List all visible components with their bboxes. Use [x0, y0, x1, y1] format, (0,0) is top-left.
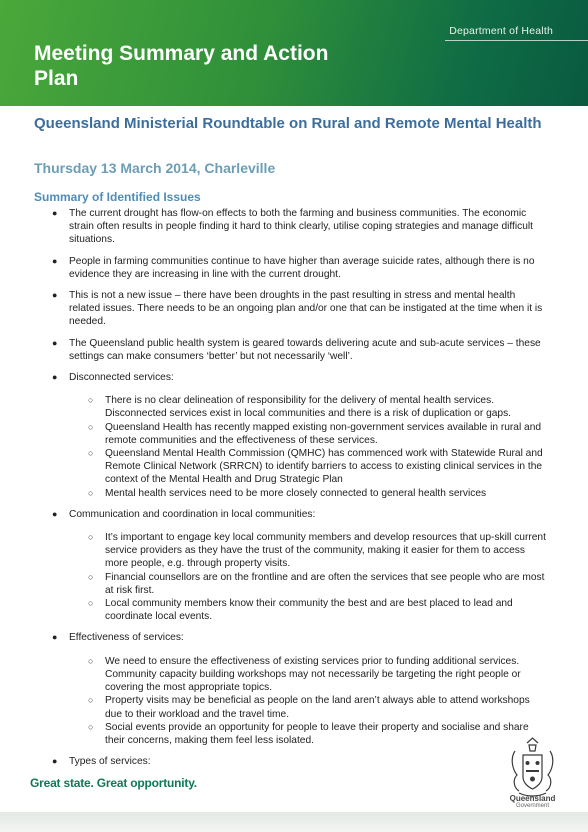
sub-item-text: Property visits may be beneficial as people on the land aren’t always able to attend workshops due to their workload and the travel time. — [105, 695, 530, 720]
list-item-group — [0, 371, 588, 500]
list-item-text: The current drought has flow-on effects to both the farming and business communities. The economic strain often results in people finding it hard to think clearly, utilise coping strategies and manage difficult situations. — [69, 208, 533, 246]
list-item — [0, 255, 588, 281]
circle-bullet-icon: ○ — [88, 487, 94, 498]
sub-list-item — [0, 694, 588, 720]
sub-item-text: Social events provide an opportunity for people to leave their property and socialise and share their concerns, making them feel less isolated. — [105, 721, 529, 746]
circle-bullet-icon: ○ — [88, 395, 94, 406]
sub-list-item — [0, 597, 588, 623]
sub-list-item — [0, 571, 588, 597]
meeting-date: Thursday 13 March 2014, Charleville — [34, 160, 276, 176]
list-item-text: This is not a new issue – there have been droughts in the past resulting in stress and mental health related issues. There needs to be an ongoing plan and/or one that can be instigated at the time when it is needed. — [69, 290, 543, 328]
list-item — [0, 337, 588, 363]
sub-list-item — [0, 721, 588, 747]
footer-tagline: Great state. Great opportunity. — [30, 776, 197, 790]
group-label: Types of services: — [69, 756, 151, 768]
list-item-group — [0, 508, 588, 624]
group-label: Communication and coordination in local communities: — [69, 508, 316, 520]
circle-bullet-icon: ○ — [88, 655, 94, 666]
sub-list-item — [0, 655, 588, 695]
list-item — [0, 289, 588, 329]
sub-list — [0, 655, 588, 747]
bullet-icon: ● — [52, 208, 58, 218]
logo-wordmark: Queensland — [509, 794, 556, 803]
circle-bullet-icon: ○ — [88, 532, 94, 543]
document-subtitle: Queensland Ministerial Roundtable on Rural and Remote Mental Health — [34, 115, 542, 132]
bullet-icon: ● — [52, 290, 58, 301]
bullet-icon: ● — [52, 255, 58, 266]
sub-list-item — [0, 487, 588, 500]
sub-list — [0, 531, 588, 623]
bullet-icon: ● — [52, 632, 58, 643]
bullet-icon: ● — [52, 508, 58, 519]
sub-item-text: Queensland Health has recently mapped existing non-government services available in rural and remote communities and the effectiveness of these services. — [105, 421, 542, 446]
list-item-group — [0, 631, 588, 747]
sub-list-item — [0, 531, 588, 571]
circle-bullet-icon: ○ — [88, 421, 94, 432]
list-item-text: The Queensland public health system is geared towards delivering acute and sub-acute services – these settings can make consumers ‘better’ but not necessarily ‘well’. — [69, 337, 541, 362]
circle-bullet-icon: ○ — [88, 571, 94, 582]
sub-item-text: We need to ensure the effectiveness of existing services prior to funding additional services. Community capacity building workshops may not necessarily be targeting the right people or covering the most appropriate topics. — [105, 655, 521, 694]
banner-divider — [445, 40, 588, 41]
circle-bullet-icon: ○ — [88, 721, 94, 732]
issues-list — [0, 207, 588, 776]
group-label: Effectiveness of services: — [69, 632, 184, 644]
circle-bullet-icon: ○ — [88, 695, 94, 706]
sub-item-text: It’s important to engage key local community members and develop resources that up-skill current service providers as they have the trust of the community, making it easier for them to access more people, e.g. through property visits. — [105, 532, 546, 570]
bullet-icon: ● — [52, 337, 58, 348]
sub-item-text: There is no clear delineation of responsibility for the delivery of mental health services. Disconnected services exist in local communities and there is a risk of duplication or gaps. — [105, 395, 511, 420]
group-label: Disconnected services: — [69, 372, 174, 384]
sub-item-text: Mental health services need to be more closely connected to general health services — [105, 487, 487, 499]
circle-bullet-icon: ○ — [88, 598, 94, 609]
sub-list-item — [0, 394, 588, 420]
sub-list — [0, 394, 588, 500]
list-item — [0, 207, 588, 247]
sub-item-text: Financial counsellors are on the frontline and are often the services that see people who are most at risk first. — [105, 571, 545, 596]
list-item-text: People in farming communities continue to have higher than average suicide rates, although there is no evidence they are increasing in line with the current drought. — [69, 255, 535, 280]
list-item-group — [0, 755, 588, 768]
logo-subtext: Government — [515, 803, 549, 809]
section-heading: Summary of Identified Issues — [34, 190, 201, 204]
sub-list-item — [0, 447, 588, 487]
header-banner — [0, 0, 588, 106]
footer-band — [0, 812, 588, 832]
department-name: Department of Health — [449, 25, 553, 37]
sub-item-text: Queensland Mental Health Commission (QMHC) has commenced work with Statewide Rural and Remote Clinical Network (SRRCN) to identify barriers to access to existing clinical services in the context of the Mental Health and Drug Strategic Plan — [105, 448, 543, 486]
sub-item-text: Local community members know their community the best and are best placed to lead and coordinate local events. — [105, 598, 513, 623]
sub-list-item — [0, 421, 588, 447]
page-title: Meeting Summary and Action Plan — [34, 42, 329, 90]
circle-bullet-icon: ○ — [88, 448, 94, 459]
bullet-icon: ● — [52, 372, 58, 383]
bullet-icon: ● — [52, 756, 58, 767]
